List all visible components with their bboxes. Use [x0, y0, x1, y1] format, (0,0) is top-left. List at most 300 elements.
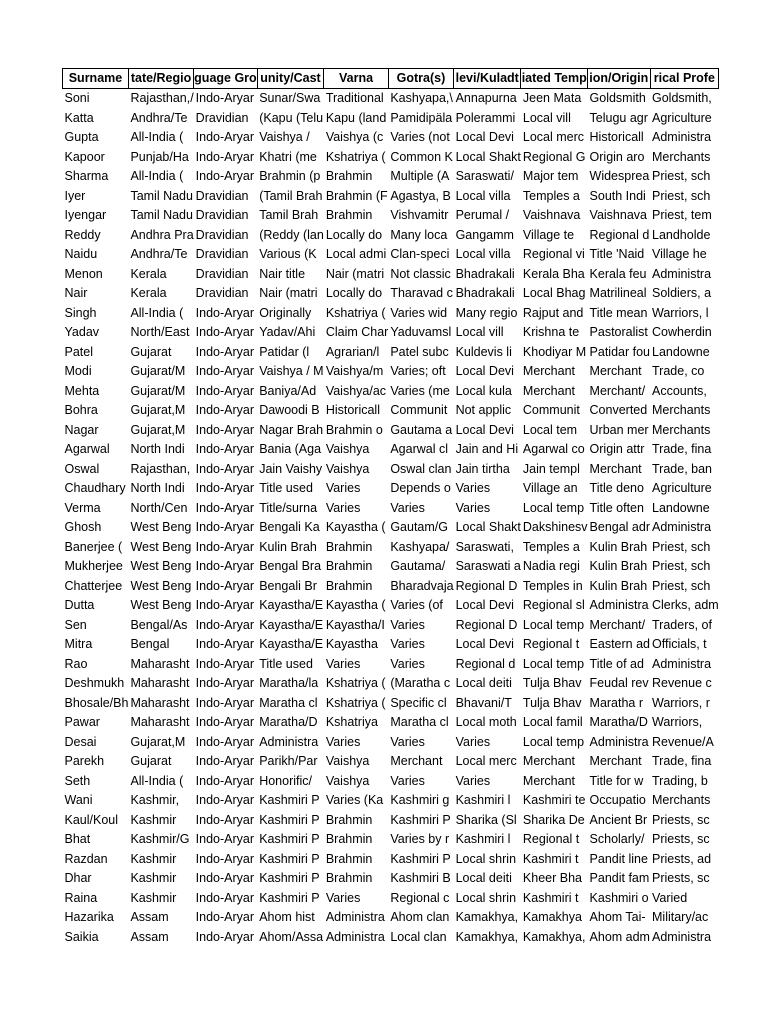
table-cell[interactable]: Naidu [64, 247, 98, 261]
table-cell[interactable]: Local vill [455, 325, 504, 339]
table-cell[interactable]: Locally do [325, 286, 383, 300]
table-cell[interactable]: Bhadrakali [455, 286, 515, 300]
table-cell[interactable]: Maharasht [130, 676, 190, 690]
table-cell[interactable]: Priests, ad [652, 851, 712, 866]
table-cell[interactable]: Accounts, [652, 383, 707, 398]
table-cell[interactable]: Gautama a [390, 422, 453, 437]
table-cell[interactable]: Mehta [64, 383, 100, 398]
table-cell[interactable]: Administra [652, 130, 712, 144]
table-cell[interactable]: Vaishya/m [325, 364, 384, 378]
table-cell[interactable]: Perumal / [455, 208, 510, 222]
table-cell[interactable]: Regional d [589, 227, 650, 242]
table-cell[interactable]: Title often [589, 500, 644, 515]
table-cell[interactable]: Dravidian [195, 110, 249, 125]
table-cell[interactable]: Indo-Aryar [195, 169, 255, 183]
table-cell[interactable]: Ahom adm [589, 929, 650, 944]
table-cell[interactable]: Polerammi [455, 110, 516, 125]
table-cell[interactable]: Brahmin [325, 832, 373, 846]
table-cell[interactable]: Clerks, adm [652, 598, 719, 612]
table-cell[interactable]: (Tamil Brah [259, 188, 323, 203]
table-cell[interactable]: Not classic [390, 266, 451, 281]
table-cell[interactable]: Dutta [64, 598, 95, 612]
table-cell[interactable]: Pandit fam [589, 871, 650, 885]
table-cell[interactable]: Brahmin [325, 851, 373, 866]
table-cell[interactable]: Agriculture [652, 110, 712, 125]
table-cell[interactable]: West Beng [130, 520, 192, 534]
table-cell[interactable]: Chaudhary [64, 481, 126, 495]
table-cell[interactable]: Assam [130, 929, 169, 944]
table-cell[interactable]: Regional d [455, 656, 516, 671]
table-cell[interactable]: Temples a [522, 188, 580, 203]
table-cell[interactable]: Varies (of [390, 598, 443, 612]
table-cell[interactable]: Goldsmith, [652, 91, 712, 105]
table-cell[interactable]: Traditional [325, 91, 384, 105]
table-cell[interactable]: Kshatriya ( [325, 676, 386, 690]
table-cell[interactable]: Kashmiri t [522, 851, 579, 866]
table-cell[interactable]: Cowherdin [652, 325, 712, 339]
table-cell[interactable]: Not applic [455, 403, 512, 417]
table-cell[interactable]: Mukherjee [64, 559, 123, 573]
table-cell[interactable]: Brahmin o [325, 422, 383, 437]
table-cell[interactable]: Maharasht [130, 715, 190, 729]
table-cell[interactable]: Merchant [589, 461, 642, 476]
table-cell[interactable]: Dhar [64, 871, 92, 885]
table-cell[interactable]: Kshatriya ( [325, 149, 386, 164]
table-cell[interactable]: Common K [390, 149, 453, 164]
table-cell[interactable]: Priest, sch [652, 169, 711, 183]
table-cell[interactable]: Indo-Aryar [195, 890, 255, 905]
table-cell[interactable]: Local temp [522, 500, 585, 515]
table-cell[interactable]: Merchants [652, 793, 711, 807]
column-header[interactable]: ion/Origin [588, 69, 650, 89]
table-cell[interactable]: Landowne [652, 500, 710, 515]
table-cell[interactable]: Merchant [522, 364, 576, 378]
table-cell[interactable]: Khatri (me [259, 149, 317, 164]
table-cell[interactable]: Sharika De [522, 812, 585, 827]
table-cell[interactable]: Regional D [455, 578, 518, 593]
table-cell[interactable]: Kashyapa,\ [390, 91, 453, 105]
table-cell[interactable]: Ghosh [64, 520, 102, 534]
table-cell[interactable]: All-India ( [130, 773, 184, 788]
table-cell[interactable]: All-India ( [130, 305, 184, 320]
table-cell[interactable]: Village te [522, 227, 575, 242]
table-cell[interactable]: Varies [325, 734, 361, 749]
column-header[interactable]: Varna [324, 69, 389, 89]
table-cell[interactable]: Ahom Tai- [589, 910, 646, 924]
table-cell[interactable]: Varies [325, 890, 361, 905]
table-cell[interactable]: Bharadvaja [390, 578, 454, 593]
table-cell[interactable]: Scholarly/ [589, 832, 645, 846]
table-cell[interactable]: Administra [259, 734, 319, 749]
table-cell[interactable]: Krishna te [522, 325, 580, 339]
table-cell[interactable]: Agarwal co [522, 442, 585, 456]
table-cell[interactable]: Kuldevis li [455, 344, 512, 359]
table-cell[interactable]: Trade, fina [652, 754, 712, 768]
table-cell[interactable]: Nair (matri [259, 286, 318, 300]
table-cell[interactable]: Pandit line [589, 851, 648, 866]
table-cell[interactable]: Banerjee ( [64, 539, 123, 554]
table-cell[interactable]: Punjab/Ha [130, 149, 189, 164]
table-cell[interactable]: Varies [325, 656, 361, 671]
table-cell[interactable]: Goldsmith [589, 91, 646, 105]
table-cell[interactable]: Many regio [455, 305, 518, 320]
table-cell[interactable]: Local moth [455, 715, 517, 729]
table-cell[interactable]: Indo-Aryar [195, 773, 255, 788]
table-cell[interactable]: Bengali Ka [259, 520, 320, 534]
table-cell[interactable]: Kerala Bha [522, 266, 585, 281]
table-cell[interactable]: Agrarian/l [325, 344, 380, 359]
table-cell[interactable]: Origin aro [589, 149, 645, 164]
table-cell[interactable]: Indo-Aryar [195, 481, 255, 495]
table-cell[interactable]: Merchant [589, 754, 642, 768]
table-cell[interactable]: Kayastha [325, 637, 378, 651]
table-cell[interactable]: Local temp [522, 734, 585, 749]
table-cell[interactable]: Administra [652, 929, 712, 944]
table-cell[interactable]: Kerala [130, 266, 167, 281]
table-cell[interactable]: Hazarika [64, 910, 114, 924]
table-cell[interactable]: Gujarat,M [130, 403, 186, 417]
table-cell[interactable]: Rajasthan,/ [130, 91, 194, 105]
table-cell[interactable]: Gujarat [130, 344, 172, 359]
table-cell[interactable]: Revenue/A [652, 734, 714, 749]
table-cell[interactable]: Indo-Aryar [195, 871, 255, 885]
table-cell[interactable]: Dravidian [195, 266, 249, 281]
table-cell[interactable]: North Indi [130, 442, 185, 456]
table-cell[interactable]: Trade, ban [652, 461, 712, 476]
table-cell[interactable]: Varies; oft [390, 364, 446, 378]
table-cell[interactable]: Indo-Aryar [195, 617, 255, 632]
table-cell[interactable]: Vaishya (c [325, 130, 384, 144]
table-cell[interactable]: Kamakhya [522, 910, 582, 924]
column-header[interactable]: Surname [63, 69, 129, 89]
table-cell[interactable]: Local vill [522, 110, 571, 125]
table-cell[interactable]: Jain tirtha [455, 461, 510, 476]
table-cell[interactable]: Bengal adr [589, 520, 650, 534]
table-cell[interactable]: Title deno [589, 481, 644, 495]
table-cell[interactable]: Indo-Aryar [195, 754, 255, 768]
table-cell[interactable]: Patel subc [390, 344, 449, 359]
table-cell[interactable]: Local Bhag [522, 286, 586, 300]
table-cell[interactable]: Administra [589, 598, 649, 612]
table-cell[interactable]: Patidar fou [589, 344, 650, 359]
table-cell[interactable]: Indo-Aryar [195, 695, 255, 710]
table-cell[interactable]: Varies [390, 617, 425, 632]
table-cell[interactable]: Indo-Aryar [195, 539, 255, 554]
table-cell[interactable]: Vishvamitr [390, 208, 449, 222]
table-cell[interactable]: Varies [390, 656, 425, 671]
table-cell[interactable]: Local villa [455, 188, 511, 203]
table-cell[interactable]: Kheer Bha [522, 871, 582, 885]
table-cell[interactable]: Soni [64, 91, 90, 105]
table-cell[interactable]: Indo-Aryar [195, 793, 255, 807]
table-cell[interactable]: Kulin Brah [589, 578, 648, 593]
table-cell[interactable]: Iyengar [64, 208, 107, 222]
table-cell[interactable]: Kayastha/I [325, 617, 385, 632]
table-cell[interactable]: Kayastha/E [259, 598, 324, 612]
table-cell[interactable]: Kamakhya, [522, 929, 586, 944]
table-cell[interactable]: Brahmin [325, 539, 373, 554]
table-cell[interactable]: Indo-Aryar [195, 929, 255, 944]
table-cell[interactable]: Local shrin [455, 890, 517, 905]
table-cell[interactable]: Title mean [589, 305, 648, 320]
table-cell[interactable]: Priests, sc [652, 832, 710, 846]
table-cell[interactable]: Maharasht [130, 695, 190, 710]
table-cell[interactable]: Saraswati/ [455, 169, 514, 183]
table-cell[interactable]: Brahmin [325, 208, 373, 222]
table-cell[interactable]: Kayastha ( [325, 598, 386, 612]
table-cell[interactable]: Dravidian [195, 227, 249, 242]
table-cell[interactable]: Bengal/As [130, 617, 188, 632]
table-cell[interactable]: Indo-Aryar [195, 559, 255, 573]
table-cell[interactable]: Nair [64, 286, 88, 300]
table-cell[interactable]: Priest, sch [652, 539, 711, 554]
table-cell[interactable]: Clan-speci [390, 247, 450, 261]
table-cell[interactable]: Indo-Aryar [195, 422, 255, 437]
table-cell[interactable]: Indo-Aryar [195, 832, 255, 846]
table-cell[interactable]: Gujarat/M [130, 383, 186, 398]
table-cell[interactable]: Desai [64, 734, 97, 749]
table-cell[interactable]: Rajasthan, [130, 461, 191, 476]
table-cell[interactable]: Regional t [522, 832, 580, 846]
table-cell[interactable]: Iyer [64, 188, 86, 203]
table-cell[interactable]: Kerala [130, 286, 167, 300]
table-cell[interactable]: Local famil [522, 715, 583, 729]
table-cell[interactable]: Claim Char [325, 325, 389, 339]
table-cell[interactable]: Brahmin [325, 871, 373, 885]
table-cell[interactable]: Kashmiri g [390, 793, 450, 807]
table-cell[interactable]: Communit [522, 403, 580, 417]
table-cell[interactable]: Oswal clan [390, 461, 452, 476]
table-cell[interactable]: Varies [390, 773, 425, 788]
table-cell[interactable]: Kapu (land [325, 110, 387, 125]
table-cell[interactable]: Tamil Nadu [130, 188, 193, 203]
table-cell[interactable]: Parekh [64, 754, 105, 768]
table-cell[interactable]: Priest, sch [652, 559, 711, 573]
table-cell[interactable]: Tamil Nadu [130, 208, 193, 222]
table-cell[interactable]: Rajput and [522, 305, 584, 320]
table-cell[interactable]: Origin attr [589, 442, 645, 456]
table-cell[interactable]: Temples in [522, 578, 583, 593]
table-cell[interactable]: Local temp [522, 617, 585, 632]
table-cell[interactable]: Converted [589, 403, 648, 417]
table-cell[interactable]: Varies [455, 500, 491, 515]
table-cell[interactable]: Kashmiri P [390, 851, 451, 866]
table-cell[interactable]: Local Shakt [455, 149, 521, 164]
table-cell[interactable]: Agriculture [652, 481, 712, 495]
table-cell[interactable]: Pamidipäla [390, 110, 453, 125]
table-cell[interactable]: Dawoodi B [259, 403, 320, 417]
table-cell[interactable]: Soldiers, a [652, 286, 712, 300]
table-cell[interactable]: Historicall [589, 130, 644, 144]
table-cell[interactable]: Seth [64, 773, 91, 788]
table-cell[interactable]: Indo-Aryar [195, 656, 255, 671]
table-cell[interactable]: Merchants [652, 422, 711, 437]
table-cell[interactable]: Kashmiri P [259, 871, 320, 885]
table-cell[interactable]: Varies [325, 500, 361, 515]
table-cell[interactable]: Merchant/ [589, 617, 646, 632]
table-cell[interactable]: Gujarat/M [130, 364, 186, 378]
table-cell[interactable]: Agarwal [64, 442, 110, 456]
table-cell[interactable]: North/East [130, 325, 190, 339]
table-cell[interactable]: Depends o [390, 481, 451, 495]
table-cell[interactable]: Varies [455, 734, 491, 749]
table-cell[interactable]: Trade, co [652, 364, 705, 378]
table-cell[interactable]: Title used [259, 481, 313, 495]
table-cell[interactable]: All-India ( [130, 169, 184, 183]
table-cell[interactable]: Khodiyar M [522, 344, 587, 359]
table-cell[interactable]: Gupta [64, 130, 99, 144]
table-cell[interactable]: Administra [652, 266, 712, 281]
table-cell[interactable]: Gujarat,M [130, 422, 186, 437]
table-cell[interactable]: Jain templ [522, 461, 580, 476]
table-cell[interactable]: Modi [64, 364, 92, 378]
table-cell[interactable]: Andhra/Te [130, 247, 188, 261]
table-cell[interactable]: Merchants [652, 149, 711, 164]
table-cell[interactable]: All-India ( [130, 130, 184, 144]
table-cell[interactable]: Wani [64, 793, 93, 807]
table-cell[interactable]: South Indi [589, 188, 646, 203]
table-cell[interactable]: Local merc [455, 754, 517, 768]
table-cell[interactable]: Saraswati a [455, 559, 521, 573]
table-cell[interactable]: Varies [390, 734, 425, 749]
table-cell[interactable]: Brahmin (p [259, 169, 321, 183]
table-cell[interactable]: Gautam/G [390, 520, 448, 534]
table-cell[interactable]: Kashmiri l [455, 832, 511, 846]
table-cell[interactable]: Kashmiri P [259, 793, 320, 807]
table-cell[interactable]: Varies [325, 481, 361, 495]
table-cell[interactable]: Warriors, [652, 715, 703, 729]
table-cell[interactable]: Kashmir, [130, 793, 180, 807]
table-cell[interactable]: Local admi [325, 247, 387, 261]
table-cell[interactable]: Brahmin [325, 578, 373, 593]
table-cell[interactable]: Indo-Aryar [195, 130, 255, 144]
table-cell[interactable]: Nair title [259, 266, 306, 281]
column-header[interactable]: unity/Cast [257, 69, 324, 89]
table-cell[interactable]: Varies (not [390, 130, 450, 144]
table-cell[interactable]: Varies (Ka [325, 793, 384, 807]
table-cell[interactable]: Regional sl [522, 598, 585, 612]
table-cell[interactable]: Local clan [390, 929, 447, 944]
table-cell[interactable]: Regional vi [522, 247, 585, 261]
table-cell[interactable]: Vaishya [325, 773, 370, 788]
table-cell[interactable]: Bhosale/Bh [64, 695, 129, 710]
table-cell[interactable]: Indo-Aryar [195, 325, 255, 339]
table-cell[interactable]: Local kula [455, 383, 512, 398]
column-header[interactable]: levi/Kuladt [454, 69, 521, 89]
table-cell[interactable]: Locally do [325, 227, 383, 242]
table-cell[interactable]: Reddy [64, 227, 101, 242]
table-cell[interactable]: Traders, of [652, 617, 712, 632]
table-cell[interactable]: Local Devi [455, 637, 514, 651]
table-cell[interactable]: Tulja Bhav [522, 676, 582, 690]
table-cell[interactable]: Saikia [64, 929, 99, 944]
table-cell[interactable]: Officials, t [652, 637, 707, 651]
table-cell[interactable]: Pawar [64, 715, 100, 729]
table-cell[interactable]: Merchant [589, 364, 642, 378]
table-cell[interactable]: Deshmukh [64, 676, 125, 690]
table-cell[interactable]: Varied [652, 890, 688, 905]
table-cell[interactable]: Jain and Hi [455, 442, 519, 456]
table-cell[interactable]: Priests, sc [652, 812, 710, 827]
table-cell[interactable]: Indo-Aryar [195, 442, 255, 456]
table-cell[interactable]: Local Devi [455, 130, 514, 144]
table-cell[interactable]: Kashmiri B [390, 871, 451, 885]
table-cell[interactable]: Communit [390, 403, 448, 417]
table-cell[interactable]: Indo-Aryar [195, 305, 255, 320]
table-cell[interactable]: Matrilineal [589, 286, 647, 300]
table-cell[interactable]: Brahmin [325, 169, 373, 183]
table-cell[interactable]: Originally [259, 305, 312, 320]
table-cell[interactable]: Administra [652, 656, 712, 671]
table-cell[interactable]: Kapoor [64, 149, 105, 164]
table-cell[interactable]: Kayastha/E [259, 637, 324, 651]
table-cell[interactable]: Regional G [522, 149, 586, 164]
table-cell[interactable]: Temples a [522, 539, 580, 554]
table-cell[interactable]: Local Devi [455, 364, 514, 378]
table-cell[interactable]: Parikh/Par [259, 754, 318, 768]
table-cell[interactable]: Agastya, B [390, 188, 451, 203]
table-cell[interactable]: Kashmiri l [455, 793, 511, 807]
table-cell[interactable]: Jain Vaishy [259, 461, 323, 476]
table-cell[interactable]: Indo-Aryar [195, 910, 255, 924]
table-cell[interactable]: North Indi [130, 481, 185, 495]
table-cell[interactable]: Honorific/ [259, 773, 312, 788]
table-cell[interactable]: Merchant [390, 754, 443, 768]
table-cell[interactable]: Administra [325, 929, 385, 944]
table-cell[interactable]: Urban mer [589, 422, 649, 437]
table-cell[interactable]: Indo-Aryar [195, 637, 255, 651]
table-cell[interactable]: Vaishnava [522, 208, 581, 222]
table-cell[interactable]: Kashmiri P [259, 812, 320, 827]
table-cell[interactable]: Local shrin [455, 851, 517, 866]
table-cell[interactable]: Annapurna [455, 91, 517, 105]
table-cell[interactable]: Kashmiri P [390, 812, 451, 827]
table-cell[interactable]: Bohra [64, 403, 98, 417]
table-cell[interactable]: Vaishya [325, 442, 370, 456]
table-cell[interactable]: Singh [64, 305, 97, 320]
table-cell[interactable]: Maratha cl [259, 695, 318, 710]
table-cell[interactable]: Indo-Aryar [195, 812, 255, 827]
table-cell[interactable]: Landowne [652, 344, 710, 359]
table-cell[interactable]: Merchant [522, 773, 576, 788]
table-cell[interactable]: Oswal [64, 461, 100, 476]
table-cell[interactable]: Kulin Brah [589, 539, 648, 554]
table-cell[interactable]: Kashmir [130, 871, 177, 885]
column-header[interactable]: rical Profe [650, 69, 719, 89]
table-cell[interactable]: (Maratha c [390, 676, 451, 690]
table-cell[interactable]: Title for w [589, 773, 644, 788]
table-cell[interactable]: Priest, sch [652, 578, 711, 593]
table-cell[interactable]: (Reddy (lan [259, 227, 324, 242]
table-cell[interactable]: Dakshinesv [522, 520, 588, 534]
table-cell[interactable]: Ahom/Assa [259, 929, 324, 944]
table-cell[interactable]: Vaishya/ac [325, 383, 387, 398]
table-cell[interactable]: Local villa [455, 247, 511, 261]
table-cell[interactable]: Indo-Aryar [195, 520, 255, 534]
table-cell[interactable]: Local temp [522, 656, 585, 671]
table-cell[interactable]: Brahmin [325, 812, 373, 827]
table-cell[interactable]: Administra [589, 734, 649, 749]
table-cell[interactable]: Priest, sch [652, 188, 711, 203]
table-cell[interactable]: Pastoralist [589, 325, 648, 339]
table-cell[interactable]: Kshatriya ( [325, 695, 386, 710]
table-cell[interactable]: Priests, sc [652, 871, 710, 885]
table-cell[interactable]: Widesprea [589, 169, 650, 183]
table-cell[interactable]: Indo-Aryar [195, 851, 255, 866]
table-cell[interactable]: Merchant/ [589, 383, 646, 398]
table-cell[interactable]: Village he [652, 247, 707, 261]
table-cell[interactable]: Local Devi [455, 422, 514, 437]
